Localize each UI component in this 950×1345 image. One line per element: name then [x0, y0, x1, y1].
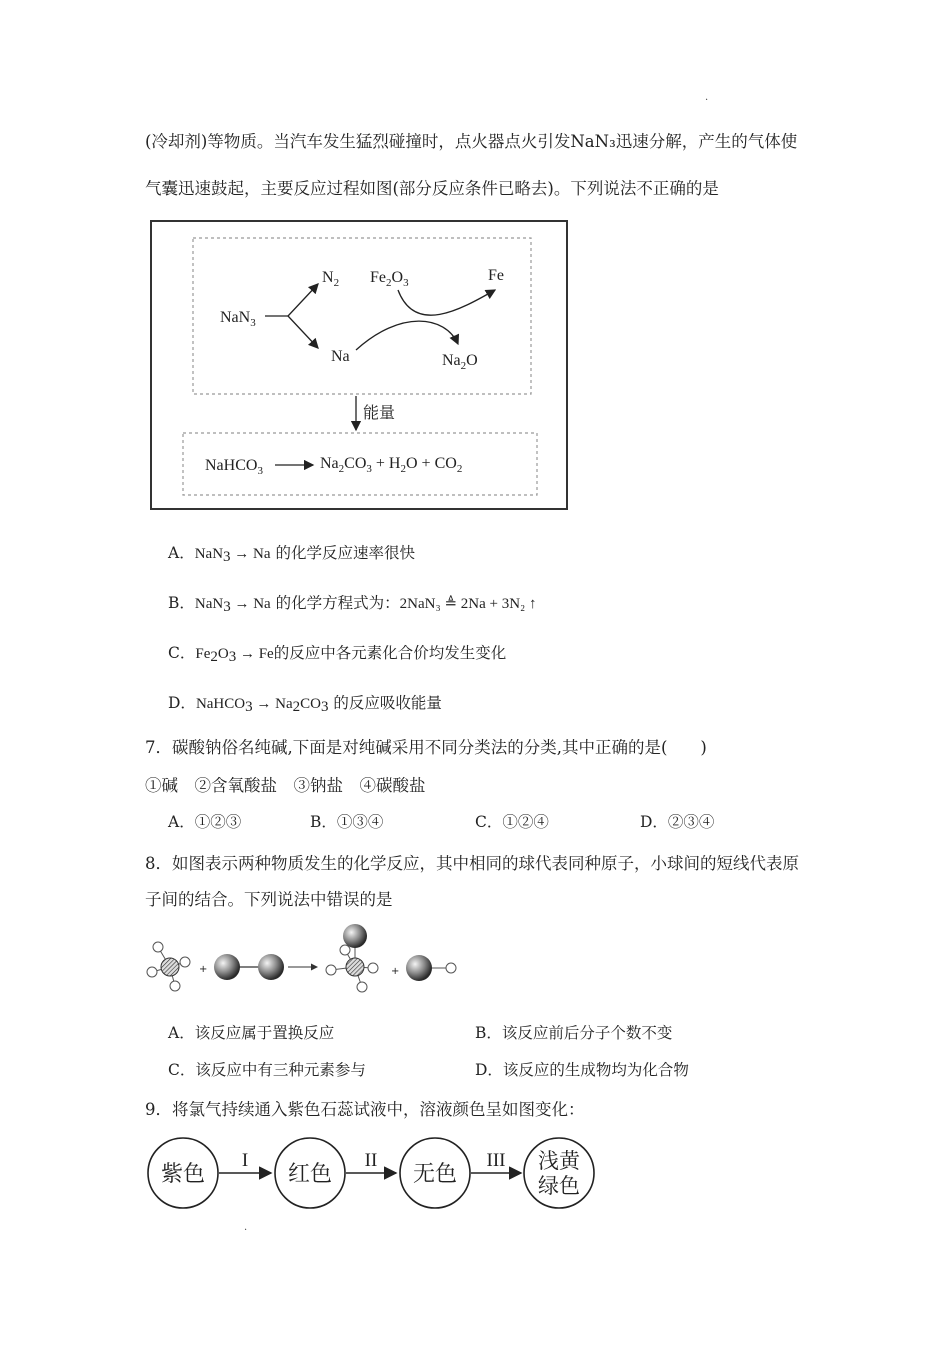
- n2-label: $N_2$: [322, 269, 340, 289]
- q6-option-a: A．NaN$_3$ → Na 的化学反应速率很快: [168, 544, 415, 565]
- plus-sign-2: +: [391, 966, 400, 977]
- reactant-molecule-2: [214, 954, 284, 980]
- intro-line-1: (冷却剂)等物质。当汽车发生猛烈碰撞时，点火器点火引发NaN₃迅速分解，产生的气体使: [145, 132, 798, 151]
- products-label: $Na_2CO_3 + H_2O + CO_2$: [320, 455, 463, 475]
- q8-option-d: D．该反应的生成物均为化合物: [475, 1061, 689, 1079]
- q9-stem: 9．将氯气持续通入紫色石蕊试液中，溶液颜色呈如图变化：: [145, 1100, 585, 1119]
- fe2o3-label: $Fe_2O_3$: [370, 269, 409, 289]
- step-2: II: [364, 1150, 378, 1171]
- intro-line-2: 气囊迅速鼓起，主要反应过程如图(部分反应条件已略去)。下列说法不正确的是: [145, 179, 719, 198]
- plus-sign-1: +: [199, 964, 208, 975]
- label-yellow: 浅黄: [538, 1149, 580, 1173]
- q8-option-c: C．该反应中有三种元素参与: [168, 1061, 366, 1079]
- reaction-diagram: [150, 220, 568, 510]
- label-red: 红色: [287, 1161, 333, 1186]
- step-1: I: [241, 1150, 249, 1171]
- color-change-flow: [145, 1133, 600, 1217]
- q8-option-b: B．该反应前后分子个数不变: [475, 1024, 673, 1042]
- label-colorless: 无色: [412, 1161, 458, 1186]
- fe-label: Fe: [488, 267, 504, 284]
- na-label: Na: [331, 348, 350, 365]
- reactant-molecule-1: [147, 942, 190, 991]
- label-purple: 紫色: [160, 1161, 206, 1186]
- fe2o3-to-fe-arrow: [398, 290, 495, 315]
- na2o-label: $Na_2O$: [442, 352, 478, 372]
- nan3-label: NaN$_3$: [220, 309, 256, 329]
- q7-option-d: D．②③④: [640, 813, 715, 831]
- product-molecule-1: [326, 924, 378, 992]
- na-to-na2o-arrow: [356, 321, 458, 350]
- label-green: 绿色: [538, 1174, 580, 1198]
- q7-stem: 7．碳酸钠俗名纯碱,下面是对纯碱采用不同分类法的分类,其中正确的是( ): [145, 738, 707, 757]
- energy-label: 能量: [363, 405, 396, 422]
- q6-option-d: D．NaHCO$_3$ → $Na_2CO_3$ 的反应吸收能量: [168, 694, 442, 715]
- q6-option-b: B．NaN$_3$ → Na 的化学方程式为：2NaN₃ ≜ 2Na + 3N₂ ↑: [168, 594, 537, 615]
- q7-option-c: C．①②④: [475, 813, 549, 831]
- q7-items: ①碱 ②含氧酸盐 ③钠盐 ④碳酸盐: [145, 776, 426, 795]
- nahco3-label: NaHCO$_3$: [205, 457, 263, 477]
- q7-option-a: A．①②③: [168, 813, 242, 831]
- q6-option-c: C．$Fe_2O_3 \to Fe$的反应中各元素化合价均发生变化: [168, 644, 507, 665]
- product-molecule-2: [406, 955, 456, 981]
- q8-stem-line-1: 8．如图表示两种物质发生的化学反应，其中相同的球代表同种原子，小球间的短线代表原: [145, 854, 799, 873]
- molecule-reaction-figure: [145, 920, 465, 1006]
- q8-stem-line-2: 子间的结合。下列说法中错误的是: [145, 890, 393, 909]
- q8-option-a: A．该反应属于置换反应: [168, 1024, 335, 1042]
- page-mark-bottom: .: [244, 1222, 248, 1233]
- step-3: III: [486, 1150, 506, 1171]
- q7-option-b: B．①③④: [310, 813, 384, 831]
- page-mark: .: [705, 92, 709, 103]
